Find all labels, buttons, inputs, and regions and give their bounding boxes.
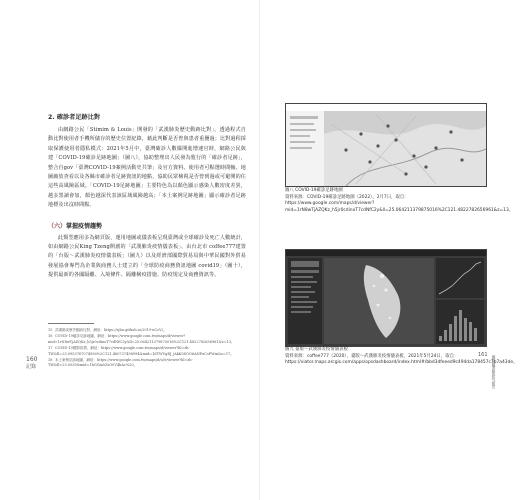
section-title: 2. 確診者足跡比對 xyxy=(48,114,101,121)
figure-caption: 圖九 臺版～武漢肺炎疫情儀表板 資料來源：coffee777（2020），臺版～武漢肺炎疫情儀表板，2021年5月24日，取自：https://viator.maps.arcgis.com/apps/opsdashboard/index.html#/bbd3dfeeed9c494da178457c7b7a43de。 xyxy=(285,347,518,366)
running-head-vertical: 國家圖書館研究報告 xyxy=(492,355,497,390)
footnote: 16 COVID-19確診足跡地圖，網址：https://www.google.com.tw/maps/d/viewer?mid=1rN8wTjAZQKz_h5jr0cdinoT7cdNfC2y&ll=25.064211379875016%2C121.4822782656961&z=13。 xyxy=(48,334,235,344)
paragraph-footprint: 由網路公民「Stimim & Louis」開發的「武漢肺炎歷史動跡比對」，透過程式自動比對使用者手機所儲存的歷史位置紀錄，藉此判斷是否曾與患者重疊過；比對過程採取保護使用者隱私模式：2021年5月中，臺灣確診人數爆開進增速官時，網路公民與建「COVID-19確診足跡地圖」（圖八），協助整理出人民發為覧行的「確診者足跡」，整合自gov「臺灣COVID-19案例活動史共筆」及官方資料、使用者可點選時間軸、地圖縮放查看以及各縣市確診者足跡資訊的地點，協助民眾檢視是否曾到過或可避開的住這些高風險區域。「COVID-19足跡地圖」主要特色為以顏色顯示感染人數密度差異，越多黑讀會加，顏色越深代表該區域風險越高；「本土案例足跡地圖」顯示確診者足跡地標及出沒時間點。 xyxy=(48,127,246,209)
map-screenshot-image xyxy=(286,104,486,186)
figure-covid-dashboard xyxy=(285,249,487,347)
dashboard-screenshot-image xyxy=(286,250,486,346)
footnote-rule xyxy=(48,323,94,324)
footnote: 15 武漢肺炎歷史動跡比對，網址：https://sjhu.github.io/2019-nCoV/。 xyxy=(48,328,167,332)
left-page-body xyxy=(48,112,246,281)
page-number-left: 160 記錄 xyxy=(26,356,38,370)
footnote: 18 本土案例足跡地圖，網址：https://www.google.com.tw/maps/d/u/0/viewer?hl=zh-TW&ll=25.0539&mid=1hGGm5ZsO0V4hAc%20。 xyxy=(48,358,193,368)
footnote: 17 COVID-19國際疫情，網址：https://www.google.com.tw/maps/d/viewer?hl=zh-TW&ll=25.0953767074956%2C121.460737498994&mid=16TWVgRJ_jAkK0SOO6ANPuCsPWm&z=17。 xyxy=(48,346,234,356)
paragraph-trends: 此類型應用多為網頁版，運用地圖或儀表板呈現臺灣或全球確診及死亡人數統計，如由網路公民King Tzeng開創的「武漢肺炎疫情儀表板」、由台北市 coffee777建置的「台版～武漢肺炎疫情儀表板」（圖九）以及經濟部國際貿易局與中華民國對外貿易發展協會專門為企業與商務人士建立的「全球防疫商務資訊地圖 covid19」（圖十），提供最新的各國隔離、入境條件、隔離檢疫措施、防疫規定及商務資訊等。 xyxy=(48,234,246,279)
figure-caption: 圖八 COVID-19確診足跡地圖 資料來源：COVID-19確診足跡地圖（2022），2月7日，取自：https://www.google.com/maps/d/viewer?mid=1rN8wTjAZQKz_h5jr0cdinoT7cdNfC2y&ll=25.064211379875016%2C121.4822782656961&z=13。 xyxy=(285,188,514,213)
page-gutter xyxy=(259,0,260,500)
figure-covid-footprint-map xyxy=(285,103,487,187)
footnotes xyxy=(48,328,246,370)
page-number-right: 161 xyxy=(478,352,488,358)
subsection-heading: （六）掌握疫情趨勢 xyxy=(48,222,103,230)
